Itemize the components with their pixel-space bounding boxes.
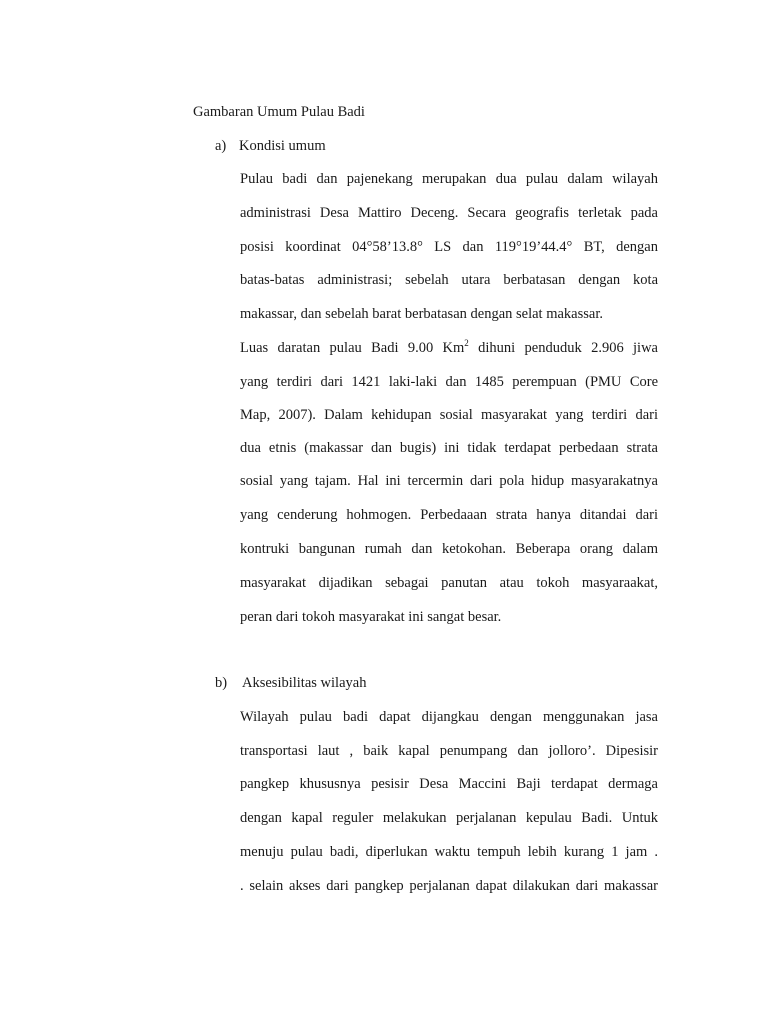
paragraph-line: batas-batas administrasi; sebelah utara berbatasan dengan kota	[240, 272, 658, 288]
population-text: dihuni penduduk 2.906 jiwa	[468, 340, 658, 356]
paragraph-line: peran dari tokoh masyarakat ini sangat besar.	[240, 609, 502, 625]
paragraph-line: masyarakat dijadikan sebagai panutan atau tokoh masyaraakat,	[240, 575, 658, 591]
section-b-marker: b)	[215, 675, 228, 691]
paragraph-line: kontruki bangunan rumah dan ketokohan. Beberapa orang dalam	[240, 541, 658, 557]
paragraph-line: sosial yang tajam. Hal ini tercermin dari pola hidup masyarakatnya	[240, 473, 658, 489]
paragraph-line: yang cenderung hohmogen. Perbedaaan strata hanya ditandai dari	[240, 507, 658, 523]
document-title: Gambaran Umum Pulau Badi	[193, 104, 365, 120]
paragraph-line: Pulau badi dan pajenekang merupakan dua pulau dalam wilayah	[240, 171, 658, 187]
section-b-title: Aksesibilitas wilayah	[242, 675, 367, 691]
paragraph-line: . selain akses dari pangkep perjalanan dapat dilakukan dari makassar	[240, 878, 658, 894]
paragraph-line: transportasi laut , baik kapal penumpang dan jolloro’. Dipesisir	[240, 743, 658, 759]
paragraph-line: dengan kapal reguler melakukan perjalanan kepulau Badi. Untuk	[240, 810, 658, 826]
paragraph-line: administrasi Desa Mattiro Deceng. Secara geografis terletak pada	[240, 205, 658, 221]
paragraph-line: pangkep khususnya pesisir Desa Maccini Baji terdapat dermaga	[240, 776, 658, 792]
section-a-title: Kondisi umum	[239, 138, 326, 154]
section-a-marker: a)	[215, 138, 227, 154]
superscript: 2	[464, 338, 469, 348]
paragraph-line: posisi koordinat 04°58’13.8° LS dan 119°19’44.4° BT, dengan	[240, 239, 658, 255]
paragraph-line: Wilayah pulau badi dapat dijangkau dengan menggunakan jasa	[240, 709, 658, 725]
paragraph-line: yang terdiri dari 1421 laki-laki dan 1485 perempuan (PMU Core	[240, 374, 658, 390]
section-a-heading	[215, 138, 326, 155]
section-b-heading	[215, 675, 366, 692]
paragraph-line: dua etnis (makassar dan bugis) ini tidak terdapat perbedaan strata	[240, 440, 658, 456]
paragraph-line-with-superscript	[240, 340, 658, 357]
paragraph-line: makassar, dan sebelah barat berbatasan dengan selat makassar.	[240, 306, 603, 322]
area-text: Luas daratan pulau Badi 9.00 Km	[240, 340, 465, 356]
paragraph-line: Map, 2007). Dalam kehidupan sosial masyarakat yang terdiri dari	[240, 407, 658, 423]
paragraph-line: menuju pulau badi, diperlukan waktu tempuh lebih kurang 1 jam .	[240, 844, 658, 860]
